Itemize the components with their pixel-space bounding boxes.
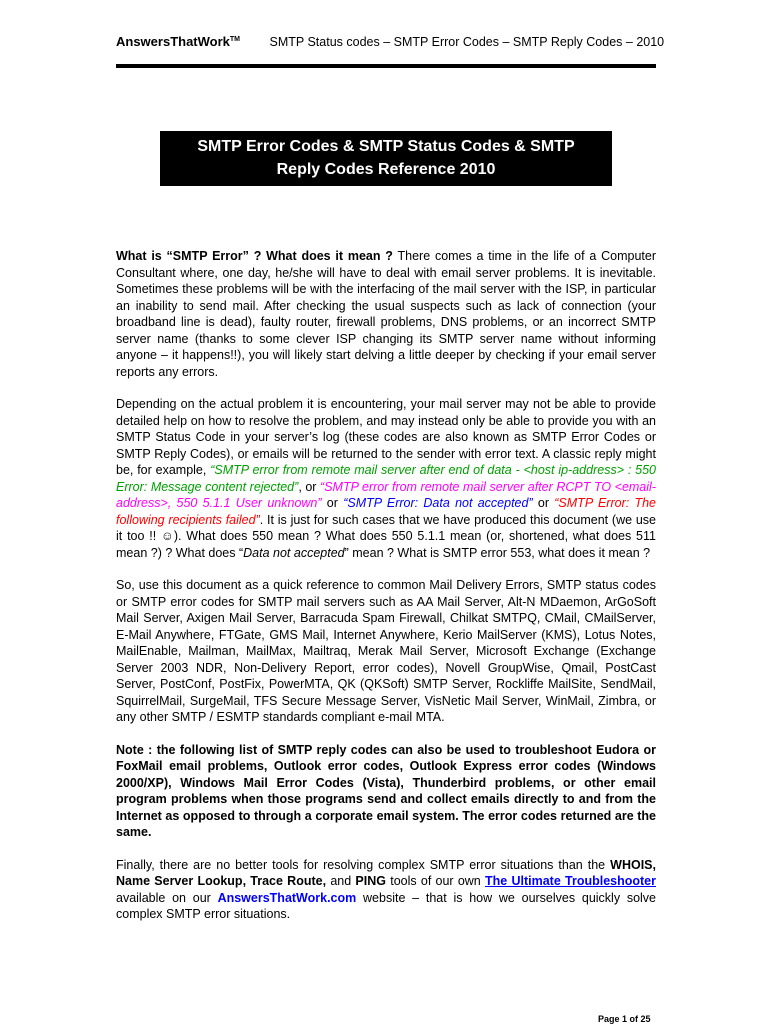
examples-text-2: , or — [298, 479, 321, 494]
tools-text-5: website – that is how we ourselves quickly solve complex SMTP error situations. — [116, 890, 657, 921]
intro-lead: What is “SMTP Error” ? What does it mean ? — [116, 249, 393, 263]
document-body — [116, 248, 656, 939]
document-title — [160, 131, 612, 186]
brand-name: AnswersThatWork — [116, 34, 230, 50]
title-line-2: Reply Codes Reference 2010 — [276, 161, 496, 178]
examples-text-5: . It is just for such cases that we have produced this document (we use it too !! ☺). What does 550 mean ? What does 550 5.1.1 mean (or, shortened, what does 511 mean ?) ? What does “ — [116, 512, 656, 560]
header-title: SMTP Status codes – SMTP Error Codes – SMTP Reply Codes – 2010 — [269, 35, 665, 50]
title-line-1: SMTP Error Codes & SMTP Status Codes & SMTP — [197, 138, 575, 155]
paragraph-examples — [116, 396, 656, 561]
tools-list: WHOIS, Name Server Lookup, Trace Route, — [116, 857, 656, 888]
trademark: TM — [229, 36, 241, 43]
example-error-2: “SMTP error from remote mail server after RCPT TO <email-address>, 550 5.1.1 User unknown” — [116, 479, 656, 510]
paragraph-intro — [116, 248, 656, 380]
example-data-not-accepted: Data not accepted — [243, 545, 345, 560]
page-number: Page 1 of 25 — [598, 1014, 651, 1024]
ultimate-troubleshooter-link[interactable]: The Ultimate Troubleshooter — [485, 874, 656, 888]
paragraph-note: Note : the following list of SMTP reply codes can also be used to troubleshoot Eudora or FoxMail email problems, Outlook error codes, Outlook Express error codes (Windows 2000/XP), Windows Mail Error Codes (Vista), Thunderbird problems, or other email program problems when those programs send and collect emails directly to and from the Internet as opposed to through a corporate email system. The error codes returned are the same. — [116, 742, 656, 839]
examples-text-6: ” mean ? What is SMTP error 553, what does it mean ? — [344, 545, 651, 560]
examples-text-3: or — [321, 496, 344, 510]
paragraph-tools — [116, 857, 656, 923]
tools-text-4: available on our — [116, 890, 218, 905]
example-error-1: “SMTP error from remote mail server after end of data - <host ip-address> : 550 Error: Message content rejected” — [116, 463, 656, 494]
intro-text: There comes a time in the life of a Computer Consultant where, one day, he/she will have to deal with email server problems. It is inevitable. Sometimes these problems will be with the interfacing of the mail server with the ISP, in particular an inability to send mail. After checking the usual suspects such as lack of connection (your broadband line is dead), faulty router, firewall problems, DNS problems, or an incorrect SMTP server name (thanks to some clever ISP changing its SMTP server name without informing anyone – it happens!!), you will likely start delving a little deeper by checking if your email server reports any errors. — [116, 249, 656, 379]
example-error-3: “SMTP Error: Data not accepted” — [343, 496, 533, 510]
paragraph-servers: So, use this document as a quick reference to common Mail Delivery Errors, SMTP status codes or SMTP error codes for SMTP mail servers such as AA Mail Server, Alt-N MDaemon, ArGoSoft Mail Server, Axigen Mail Server, Barracuda Spam Firewall, Chilkat SMTPQ, CMail, CMailServer, E-Mail Anywhere, FTGate, GMS Mail, Internet Anywhere, Kerio MailServer (KMS), Lotus Notes, MailEnable, Mailman, MailMax, Mailtraq, Merak Mail Server, Microsoft Exchange (Exchange Server 2003 NDR, Non-Delivery Report, error codes), Novell GroupWise, Qmail, PostCast Server, PostConf, PostFix, PowerMTA, QK (QKSoft) SMTP Server, Rockliffe MailSite, SendMail, SquirrelMail, SurgeMail, TFS Secure Message Server, VisNetic Mail Server, WinMail, Zimbra, or any other SMTP / ESMTP standards compliant e-mail MTA. — [116, 578, 656, 724]
examples-text-4: or — [532, 496, 555, 510]
tool-ping: PING — [355, 874, 386, 888]
tools-text-1: Finally, there are no better tools for resolving complex SMTP error situations than the — [116, 857, 611, 872]
header-rule — [116, 64, 656, 68]
page-header — [116, 32, 665, 50]
examples-text-1: Depending on the actual problem it is encountering, your mail server may not be able to provide detailed help on how to resolve the problem, and may instead only be able to provide you with an SMTP Status Code in your server’s log (these codes are also known as SMTP Error Codes or SMTP Reply Codes), or emails will be returned to the sender with error text. A classic reply might be, for example, — [116, 397, 656, 477]
tools-text-3: tools of our own — [385, 874, 485, 888]
example-error-4: “SMTP Error: The following recipients failed” — [116, 496, 657, 527]
tools-text-2: and — [326, 874, 356, 888]
answersthatwork-link[interactable]: AnswersThatWork.com — [217, 890, 357, 905]
